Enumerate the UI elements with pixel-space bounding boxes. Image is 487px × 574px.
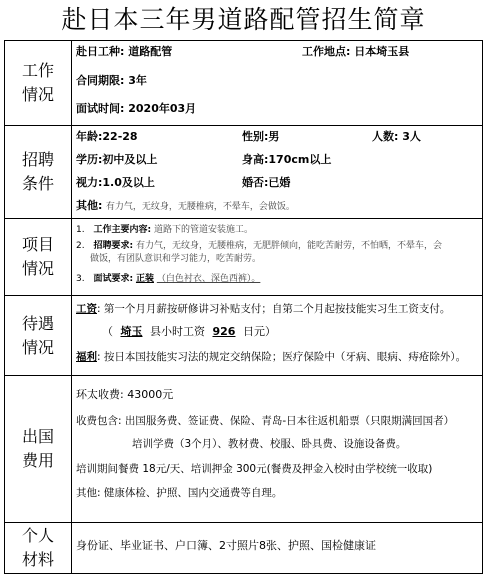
project-item3-num: 3. <box>76 274 85 284</box>
recruit-heading-line1: 招聘 <box>21 150 54 169</box>
project-heading-line1: 项目 <box>21 235 54 254</box>
work-location-label: 工作地点: <box>302 45 351 58</box>
height-requirement: 身高:170cm以上 <box>242 153 332 166</box>
docs-content <box>72 523 482 573</box>
project-section <box>5 219 483 296</box>
age-requirement: 年龄:22-28 <box>76 130 138 143</box>
work-heading-line2: 情况 <box>21 85 54 104</box>
project-item1-label: 工作主要内容: <box>93 225 152 235</box>
project-item3-label: 面试要求: <box>93 274 134 284</box>
fees-includes-line1: 收费包含: 出国服务费、签证费、保险、青岛-日本往返机船票（只限期满回国者） <box>76 415 455 427</box>
wage-value: 926 <box>212 325 236 338</box>
contract-label: 合同期限: <box>76 74 125 87</box>
docs-heading <box>5 523 72 574</box>
work-heading-line1: 工作 <box>21 61 54 80</box>
docs-list: 身份证、毕业证书、户口簿、2寸照片8张、护照、国检健康证 <box>76 539 376 552</box>
docs-heading-line2: 材料 <box>21 550 54 569</box>
docs-heading-line1: 个人 <box>21 526 54 545</box>
wage-mid: 县小时工资 <box>150 325 205 338</box>
treatment-section <box>5 296 483 376</box>
project-item2-num: 2. <box>76 241 85 251</box>
fees-total: 环太收费: 43000元 <box>76 388 174 401</box>
fees-other: 其他: 健康体检、护照、国内交通费等自理。 <box>76 487 283 499</box>
recruit-content <box>72 126 482 218</box>
recruit-section <box>5 126 483 219</box>
other-requirement-label: 其他: <box>76 199 103 212</box>
other-requirement-value: 有力气，无纹身，无腰椎病，不晕车，会做饭。 <box>105 202 295 212</box>
project-item1-value: 道路下的管道安装施工。 <box>153 225 253 235</box>
interview-value: 2020年03月 <box>128 102 197 115</box>
project-item3-note: （白色衬衣、深色西裤）。 <box>156 274 261 284</box>
fees-heading <box>5 376 72 523</box>
recruit-heading <box>5 126 72 219</box>
treatment-heading-line1: 待遇 <box>21 313 54 333</box>
work-type-value: 道路配管 <box>128 45 173 58</box>
recruit-heading-line2: 条件 <box>21 174 54 193</box>
fees-content <box>72 376 482 522</box>
work-type-label: 赴日工种: <box>76 45 125 58</box>
treatment-heading-line2: 情况 <box>21 337 54 357</box>
fees-meals: 培训期间餐费 18元/天、培训押金 300元(餐费及押金入校时由学校统一收取) <box>76 463 433 475</box>
vision-requirement: 视力:1.0及以上 <box>76 176 155 189</box>
welfare-text: : 按日本国技能实习法的规定交纳保险；医疗保险中（牙病、眼病、痔疮除外）。 <box>97 351 467 363</box>
treatment-heading <box>5 296 72 376</box>
fees-heading-line1: 出国 <box>21 427 54 446</box>
project-content <box>72 219 482 295</box>
interview-label: 面试时间: <box>76 102 125 115</box>
treatment-content <box>72 296 482 375</box>
work-content <box>72 41 482 125</box>
fees-heading-line2: 费用 <box>21 451 54 470</box>
education-requirement: 学历:初中及以上 <box>76 153 158 166</box>
project-item2-label: 招聘要求: <box>93 241 134 251</box>
project-heading <box>5 219 72 296</box>
marital-requirement: 婚否:已婚 <box>242 176 291 189</box>
project-item3-value: 正装 <box>135 274 154 284</box>
gender-requirement: 性别:男 <box>242 130 280 143</box>
wage-region: 埼玉 <box>120 325 143 338</box>
wage-open: （ <box>102 325 113 338</box>
fees-section <box>5 376 483 523</box>
fees-includes-line2: 培训学费（3个月）、教材费、校服、卧具费、设施设备费。 <box>132 438 407 450</box>
salary-text: : 第一个月月薪按研修讲习补贴支付；自第二个月起按技能实习生工资支付。 <box>97 303 451 315</box>
docs-section <box>5 523 483 574</box>
project-item2-value-line2: 做饭，有团队意识和学习能力，吃苦耐劳。 <box>90 254 262 264</box>
work-section <box>5 41 483 126</box>
work-location-value: 日本埼玉县 <box>354 45 410 58</box>
page-title: 赴日本三年男道路配管招生简章 <box>61 5 426 34</box>
recruitment-table <box>4 40 483 574</box>
project-heading-line2: 情况 <box>21 259 54 278</box>
headcount: 人数: 3人 <box>372 130 421 143</box>
project-item1-num: 1. <box>76 225 85 235</box>
project-item2-value-line1: 有力气，无纹身，无腰椎病，无肥胖倾向，能吃苦耐劳，不怕晒，不晕车，会 <box>135 241 442 251</box>
wage-close: 日元） <box>242 325 276 338</box>
salary-label: 工资 <box>76 303 97 315</box>
work-heading <box>5 41 72 126</box>
welfare-label: 福利 <box>76 351 97 363</box>
contract-value: 3年 <box>128 74 147 87</box>
